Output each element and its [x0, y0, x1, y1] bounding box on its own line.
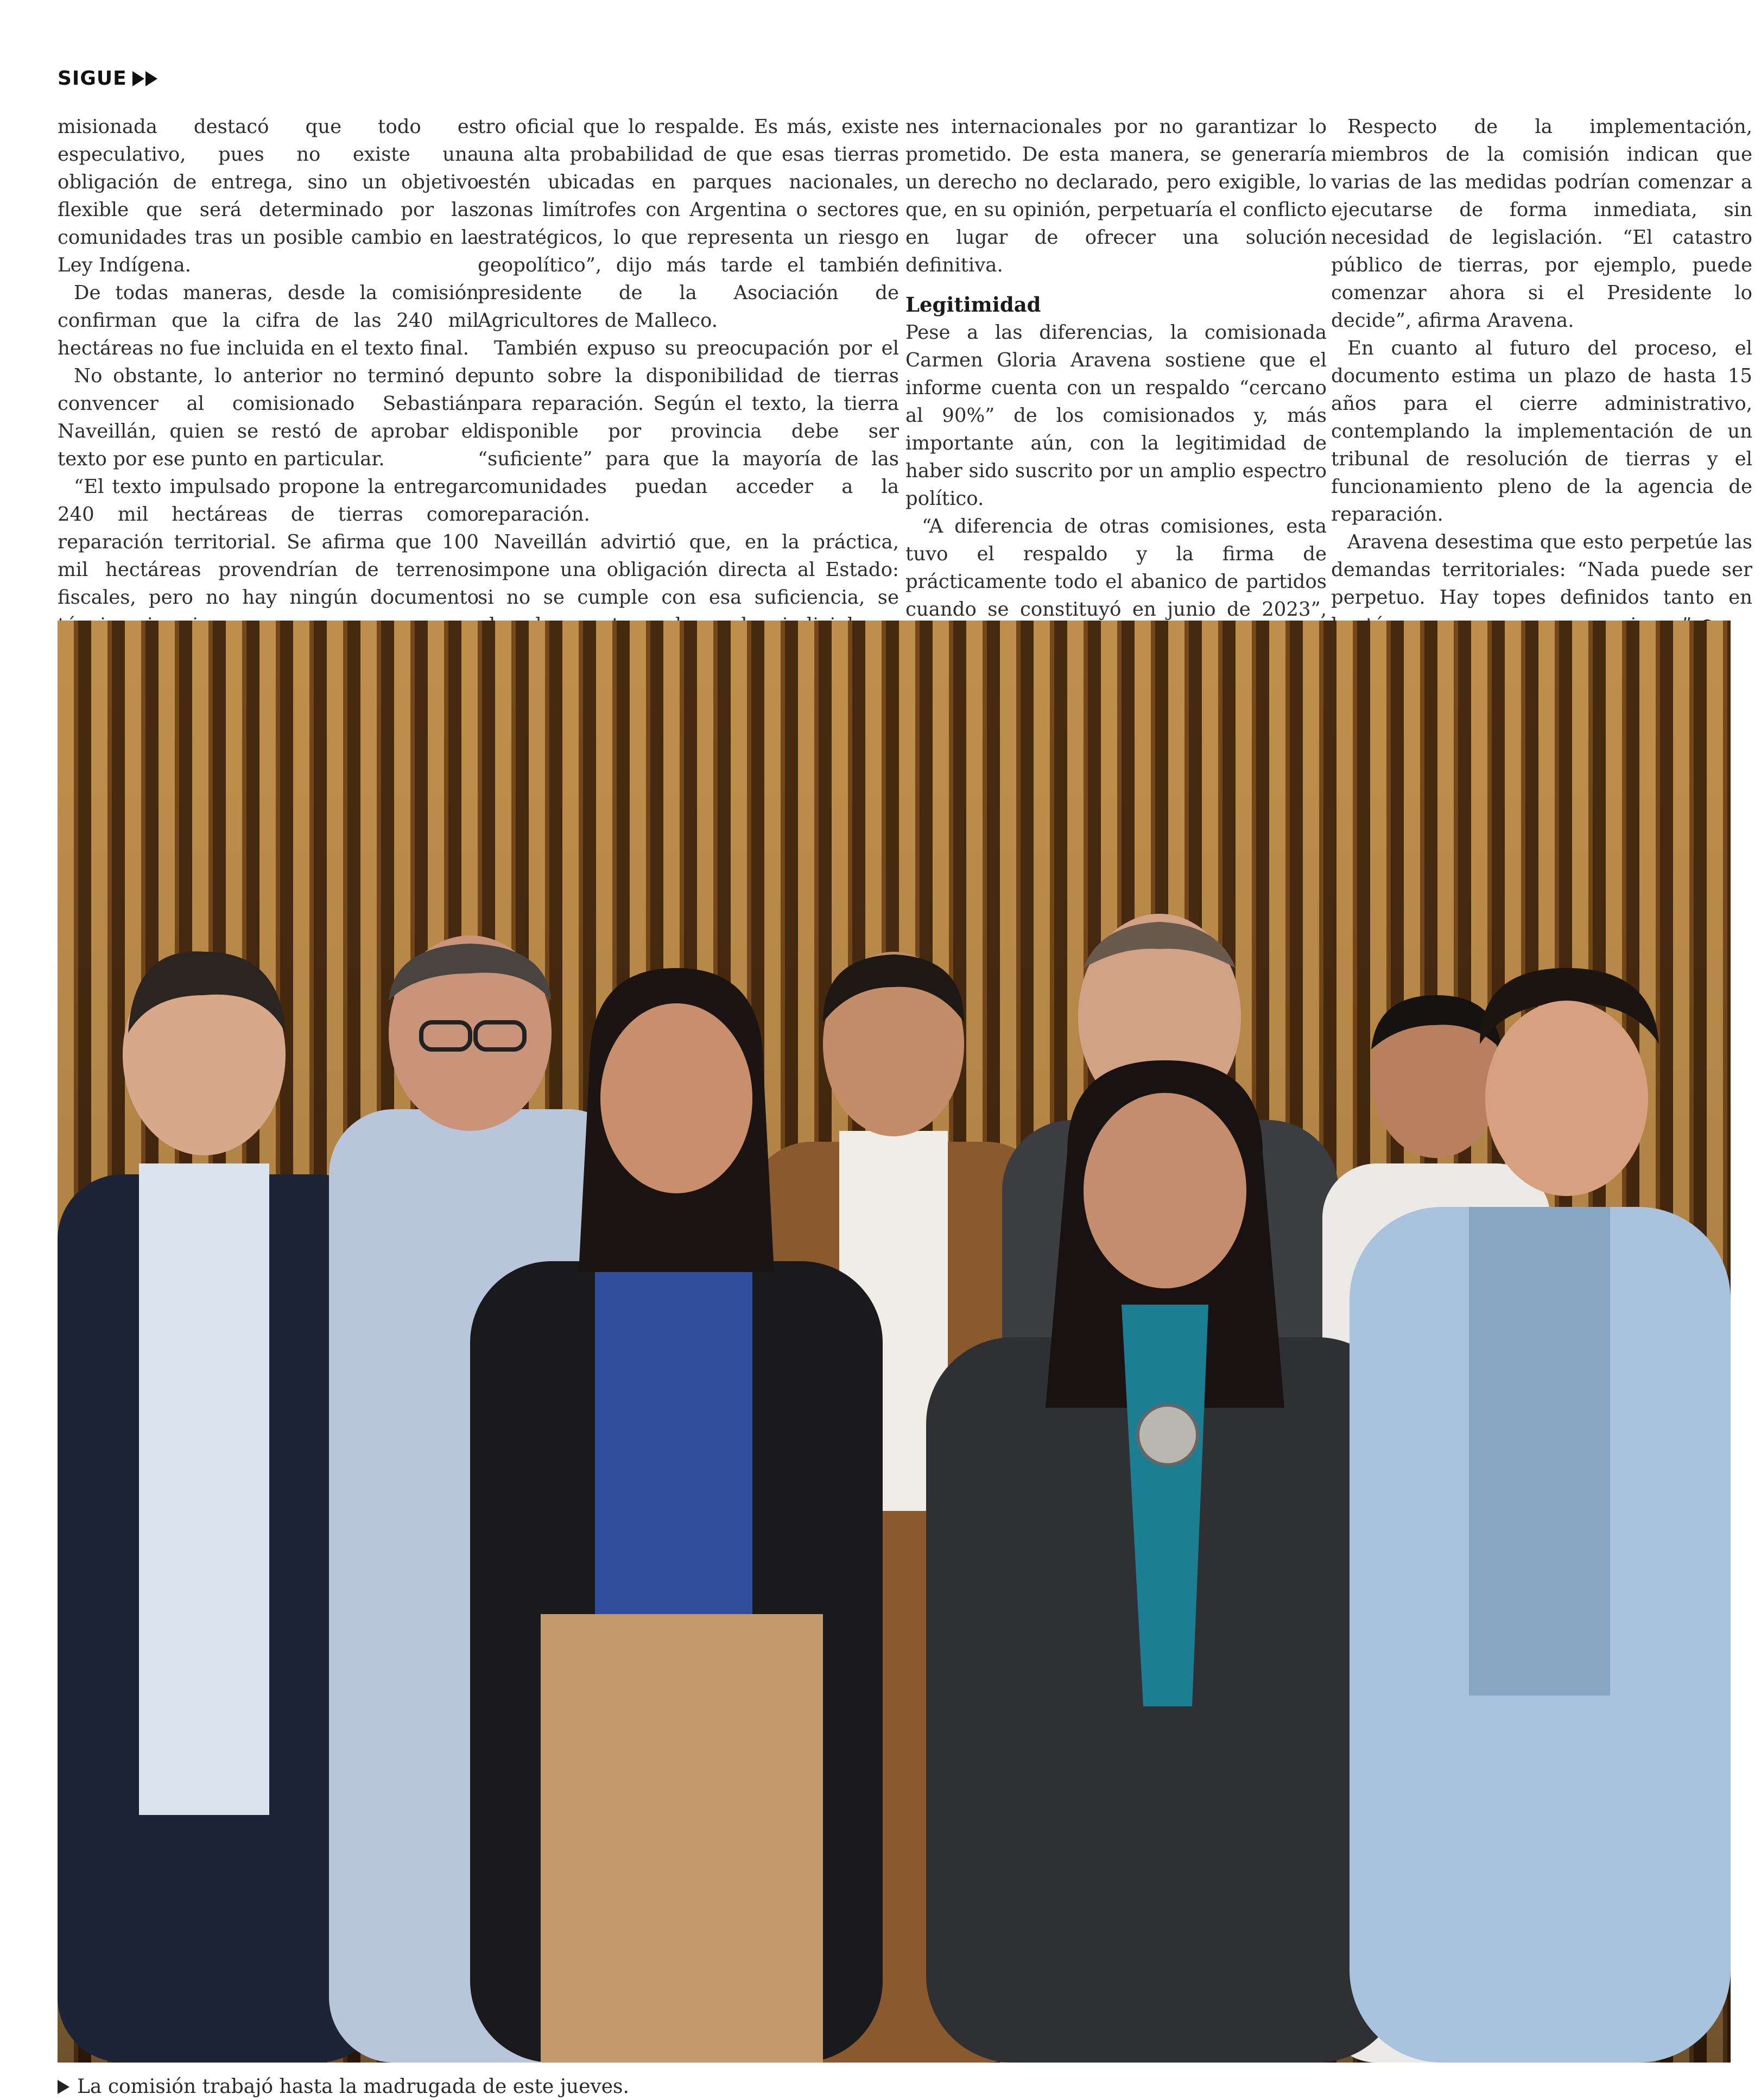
paragraph — [905, 319, 1327, 513]
forward-arrows-icon — [132, 71, 157, 86]
paragraph — [58, 473, 479, 639]
photo-caption — [58, 2075, 629, 2099]
section-heading — [905, 291, 1327, 319]
paragraph-text: Aravena desestima que esto perpetúe las demandas territoriales: “Nada puede ser perpetuo. Hay topes definidos tanto en — [1331, 531, 1752, 609]
paragraph-text: nes internacionales por no garantizar lo prometido. De esta manera, se generaría un derecho no declarado, pero exigible, lo que, en su opinión, perpetuaría el conflicto en lugar de ofrecer una solución definitiva. — [905, 116, 1327, 276]
paragraph — [478, 113, 899, 334]
paragraph-text: Naveillán advirtió que, en la práctica, impone una obligación directa al Estado: si no se cumple con esa suficiencia, se — [478, 531, 899, 609]
group-photo — [58, 621, 1731, 2063]
paragraph-text: Respecto de la implementación, miembros de la comisión indican que varias de las medidas podrían comenzar a ejecutarse de forma inmediata, sin necesidad de legislación. “El catastro público de tierras, por ejemplo, puede comenzar ahora si el Presidente lo decide”, afirma Aravena. — [1331, 116, 1752, 332]
paragraph-text: De todas maneras, desde la comisión confirman que la cifra de las 240 mil hectáreas no fue incluida en el texto final. — [58, 282, 479, 359]
paragraph — [1331, 334, 1752, 528]
paragraph-text: No obstante, lo anterior no terminó de convencer al comisionado Sebastián Naveillán, quien se restó de aprobar el texto por ese punto en particular. — [58, 365, 479, 470]
caption-text: La comisión trabajó hasta la madrugada de este jueves. — [77, 2076, 629, 2098]
article-column-2 — [478, 113, 899, 667]
article-column-3 — [905, 113, 1327, 651]
caption-arrow-icon — [58, 2080, 69, 2094]
paragraph-text: Legitimidad — [905, 293, 1041, 317]
paragraph — [478, 334, 899, 528]
sigue-label — [58, 67, 157, 90]
paragraph — [58, 113, 479, 279]
paragraph — [1331, 113, 1752, 334]
paragraph-text: “A diferencia de otras comisiones, esta tuvo el respaldo y la firma de prácticamente todo el abanico de partidos cuando se constituyó en junio de 2023”, — [905, 515, 1327, 621]
paragraph-text: Pese a las diferencias, la comisionada Carmen Gloria Aravena sostiene que el informe cuenta con un respaldo “cercano al 90%” de los comisionados y, más importante aún, con la legitimidad de haber sido suscrito por un amplio espectro político. — [905, 321, 1327, 510]
paragraph-text: tro oficial que lo respalde. Es más, existe una alta probabilidad de que esas tierras estén ubicadas en parques nacionales, zonas limítrofes con Argentina o sectores estratégicos, lo que representa un riesgo geopolítico”, dijo más tarde el también presidente de la Asociación de Agricultores de Malleco. — [478, 116, 899, 332]
paragraph-text: “El texto impulsado propone la entregar 240 mil hectáreas de tierras como reparación territorial. Se afirma que 100 mil hectáreas provendrían de terrenos fiscales, pero no hay ningún documento — [58, 476, 479, 609]
sigue-text: SIGUE — [58, 67, 127, 90]
paragraph — [58, 362, 479, 473]
paragraph — [905, 113, 1327, 279]
article-column-4 — [1331, 113, 1752, 639]
paragraph-text: misionada destacó que todo es especulativo, pues no existe una obligación de entrega, sino un objetivo flexible que será determinado por las comunidades tras un posible cambio en la Ley Indígena. — [58, 116, 479, 276]
paragraph-text: También expuso su preocupación por el punto sobre la disponibilidad de tierras para reparación. Según el texto, la tierra disponible por provincia debe ser “suficiente” para que la mayoría de las comunidades puedan acceder a la reparación. — [478, 337, 899, 526]
paragraph — [58, 279, 479, 362]
article-column-1 — [58, 113, 479, 639]
paragraph-text: En cuanto al futuro del proceso, el documento estima un plazo de hasta 15 años para el cierre administrativo, contemplando la implementación de un tribunal de resolución de tierras y el funcionamiento pleno de la agencia de reparación. — [1331, 337, 1752, 526]
